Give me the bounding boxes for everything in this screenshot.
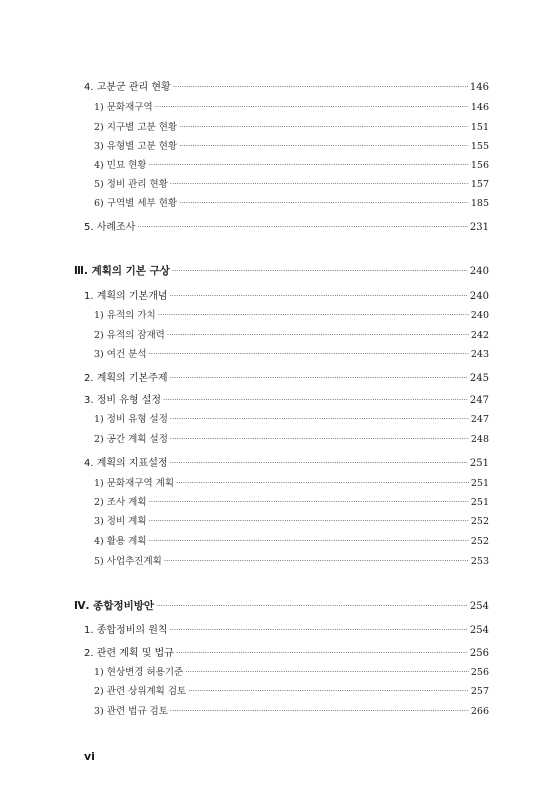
toc-entry-label: 2) 공간 계획 설정 [94,434,168,445]
toc-leader-dots [176,646,468,660]
toc-entry-label: 2. 계획의 기본주제 [84,373,168,384]
toc-leader-dots [185,665,469,679]
toc-entry-page: 257 [470,686,489,697]
toc-leader-dots [179,139,469,153]
toc-entry[interactable] [94,413,489,427]
toc-entry[interactable] [94,309,489,323]
toc-entry[interactable] [94,515,489,529]
toc-entry[interactable] [94,555,489,569]
toc-entry[interactable] [94,178,489,192]
toc-entry-page: 248 [470,434,489,445]
toc-entry-label: 4. 계획의 지표설정 [84,458,168,469]
toc-leader-dots [149,514,469,528]
toc-entry-label: 3) 정비 계획 [94,516,147,527]
toc-leader-dots [155,100,469,114]
toc-entry-page: 151 [470,122,489,133]
toc-entry-page: 185 [470,198,489,209]
toc-entry-page: 155 [470,141,489,152]
toc-chapter-label: Ⅳ. 종합정비방안 [74,600,155,612]
toc-leader-dots [179,120,469,134]
toc-chapter-page: 254 [469,601,489,612]
toc-entry-label: 5) 사업추진계획 [94,556,162,567]
page-number: vi [84,750,95,763]
toc-entry-label: 4) 민묘 현황 [94,160,147,171]
toc-entry-page: 240 [470,310,489,321]
toc-entry-page: 251 [469,458,489,469]
toc-leader-dots [170,412,469,426]
toc-entry[interactable] [84,290,489,304]
toc-entry-label: 3) 유형별 고분 현황 [94,141,178,152]
toc-leader-dots [170,432,469,446]
toc-entry-page: 242 [470,330,489,341]
toc-entry-label: 5. 사례조사 [84,222,136,233]
toc-entry[interactable] [84,624,489,638]
toc-entry-page: 251 [470,497,489,508]
toc-entry-page: 256 [470,667,489,678]
toc-entry[interactable] [94,666,489,680]
toc-entry-page: 231 [469,222,489,233]
toc-leader-dots [164,554,469,568]
toc-leader-dots [176,476,469,490]
toc-entry-label: 2. 관련 계획 및 법규 [84,648,174,659]
toc-entry-page: 251 [470,478,489,489]
toc-leader-dots [188,684,469,698]
toc-chapter[interactable] [74,599,489,614]
toc-entry[interactable] [94,140,489,154]
toc-entry-label: 1. 계획의 기본개념 [84,291,168,302]
toc-entry-page: 247 [469,395,489,406]
toc-entry[interactable] [84,647,489,661]
toc-entry[interactable] [94,101,489,115]
toc-leader-dots [173,80,468,94]
toc-entry-page: 256 [469,648,489,659]
toc-leader-dots [137,220,468,234]
toc-chapter[interactable] [74,264,489,279]
toc-entry-page: 240 [469,291,489,302]
toc-entry-page: 157 [470,179,489,190]
toc-leader-dots [149,347,469,361]
toc-entry[interactable] [84,394,489,408]
toc-entry-label: 2) 조사 계획 [94,497,147,508]
toc-entry-page: 156 [470,160,489,171]
toc-entry-page: 253 [470,556,489,567]
toc-entry-page: 146 [469,82,489,93]
toc-entry-page: 146 [470,102,489,113]
toc-entry-page: 254 [469,625,489,636]
toc-leader-dots [158,308,469,322]
toc-entry[interactable] [94,685,489,699]
toc-entry-label: 5) 정비 관리 현황 [94,179,168,190]
toc-leader-dots [172,264,468,278]
toc-chapter-label: Ⅲ. 계획의 기본 구상 [74,265,170,277]
toc-entry-label: 2) 유적의 잠재력 [94,330,165,341]
toc-leader-dots [149,495,469,509]
toc-entry-label: 1) 정비 유형 설정 [94,414,168,425]
toc-leader-dots [163,393,468,407]
toc-leader-dots [170,371,468,385]
toc-entry[interactable] [94,329,489,343]
toc-leader-dots [149,158,469,172]
toc-entry[interactable] [94,535,489,549]
toc-entry-label: 3) 관련 법규 검토 [94,706,168,717]
toc-entry[interactable] [84,221,489,235]
toc-entry-label: 1) 현상변경 허용기준 [94,667,184,678]
toc-entry-label: 4. 고분군 관리 현황 [84,82,171,93]
toc-entry[interactable] [94,705,489,719]
toc-entry-page: 245 [469,373,489,384]
toc-entry-label: 4) 활용 계획 [94,536,147,547]
toc-entry-label: 3) 여건 분석 [94,349,147,360]
toc-leader-dots [179,196,469,210]
toc-entry[interactable] [94,348,489,362]
toc-entry[interactable] [84,372,489,386]
toc-entry-label: 1) 유적의 가치 [94,310,156,321]
toc-entry[interactable] [94,496,489,510]
toc-entry-page: 252 [470,516,489,527]
toc-entry-page: 252 [470,536,489,547]
toc-entry-label: 2) 관련 상위계획 검토 [94,686,187,697]
toc-entry-page: 266 [470,706,489,717]
toc-entry[interactable] [84,457,489,471]
toc-entry[interactable] [94,121,489,135]
toc-entry-page: 247 [470,414,489,425]
toc-entry-label: 1) 문화재구역 계획 [94,478,175,489]
toc-entry-label: 3. 정비 유형 설정 [84,395,162,406]
toc-leader-dots [170,623,468,637]
toc-entry-label: 6) 구역별 세부 현황 [94,198,178,209]
toc-entry[interactable] [94,477,489,491]
toc-chapter-page: 240 [469,266,489,277]
toc-leader-dots [170,456,468,470]
toc-entry[interactable] [84,81,489,95]
toc-entry[interactable] [94,197,489,211]
toc-leader-dots [156,599,468,613]
toc-leader-dots [170,177,469,191]
toc-entry-page: 243 [470,349,489,360]
toc-entry-label: 2) 지구별 고분 현황 [94,122,178,133]
toc-leader-dots [167,328,469,342]
toc-leader-dots [170,289,468,303]
toc-entry-label: 1) 문화재구역 [94,102,153,113]
toc-entry-label: 1. 종합정비의 원칙 [84,625,168,636]
toc-leader-dots [170,704,469,718]
toc-entry[interactable] [94,433,489,447]
toc-entry[interactable] [94,159,489,173]
toc-leader-dots [149,534,469,548]
